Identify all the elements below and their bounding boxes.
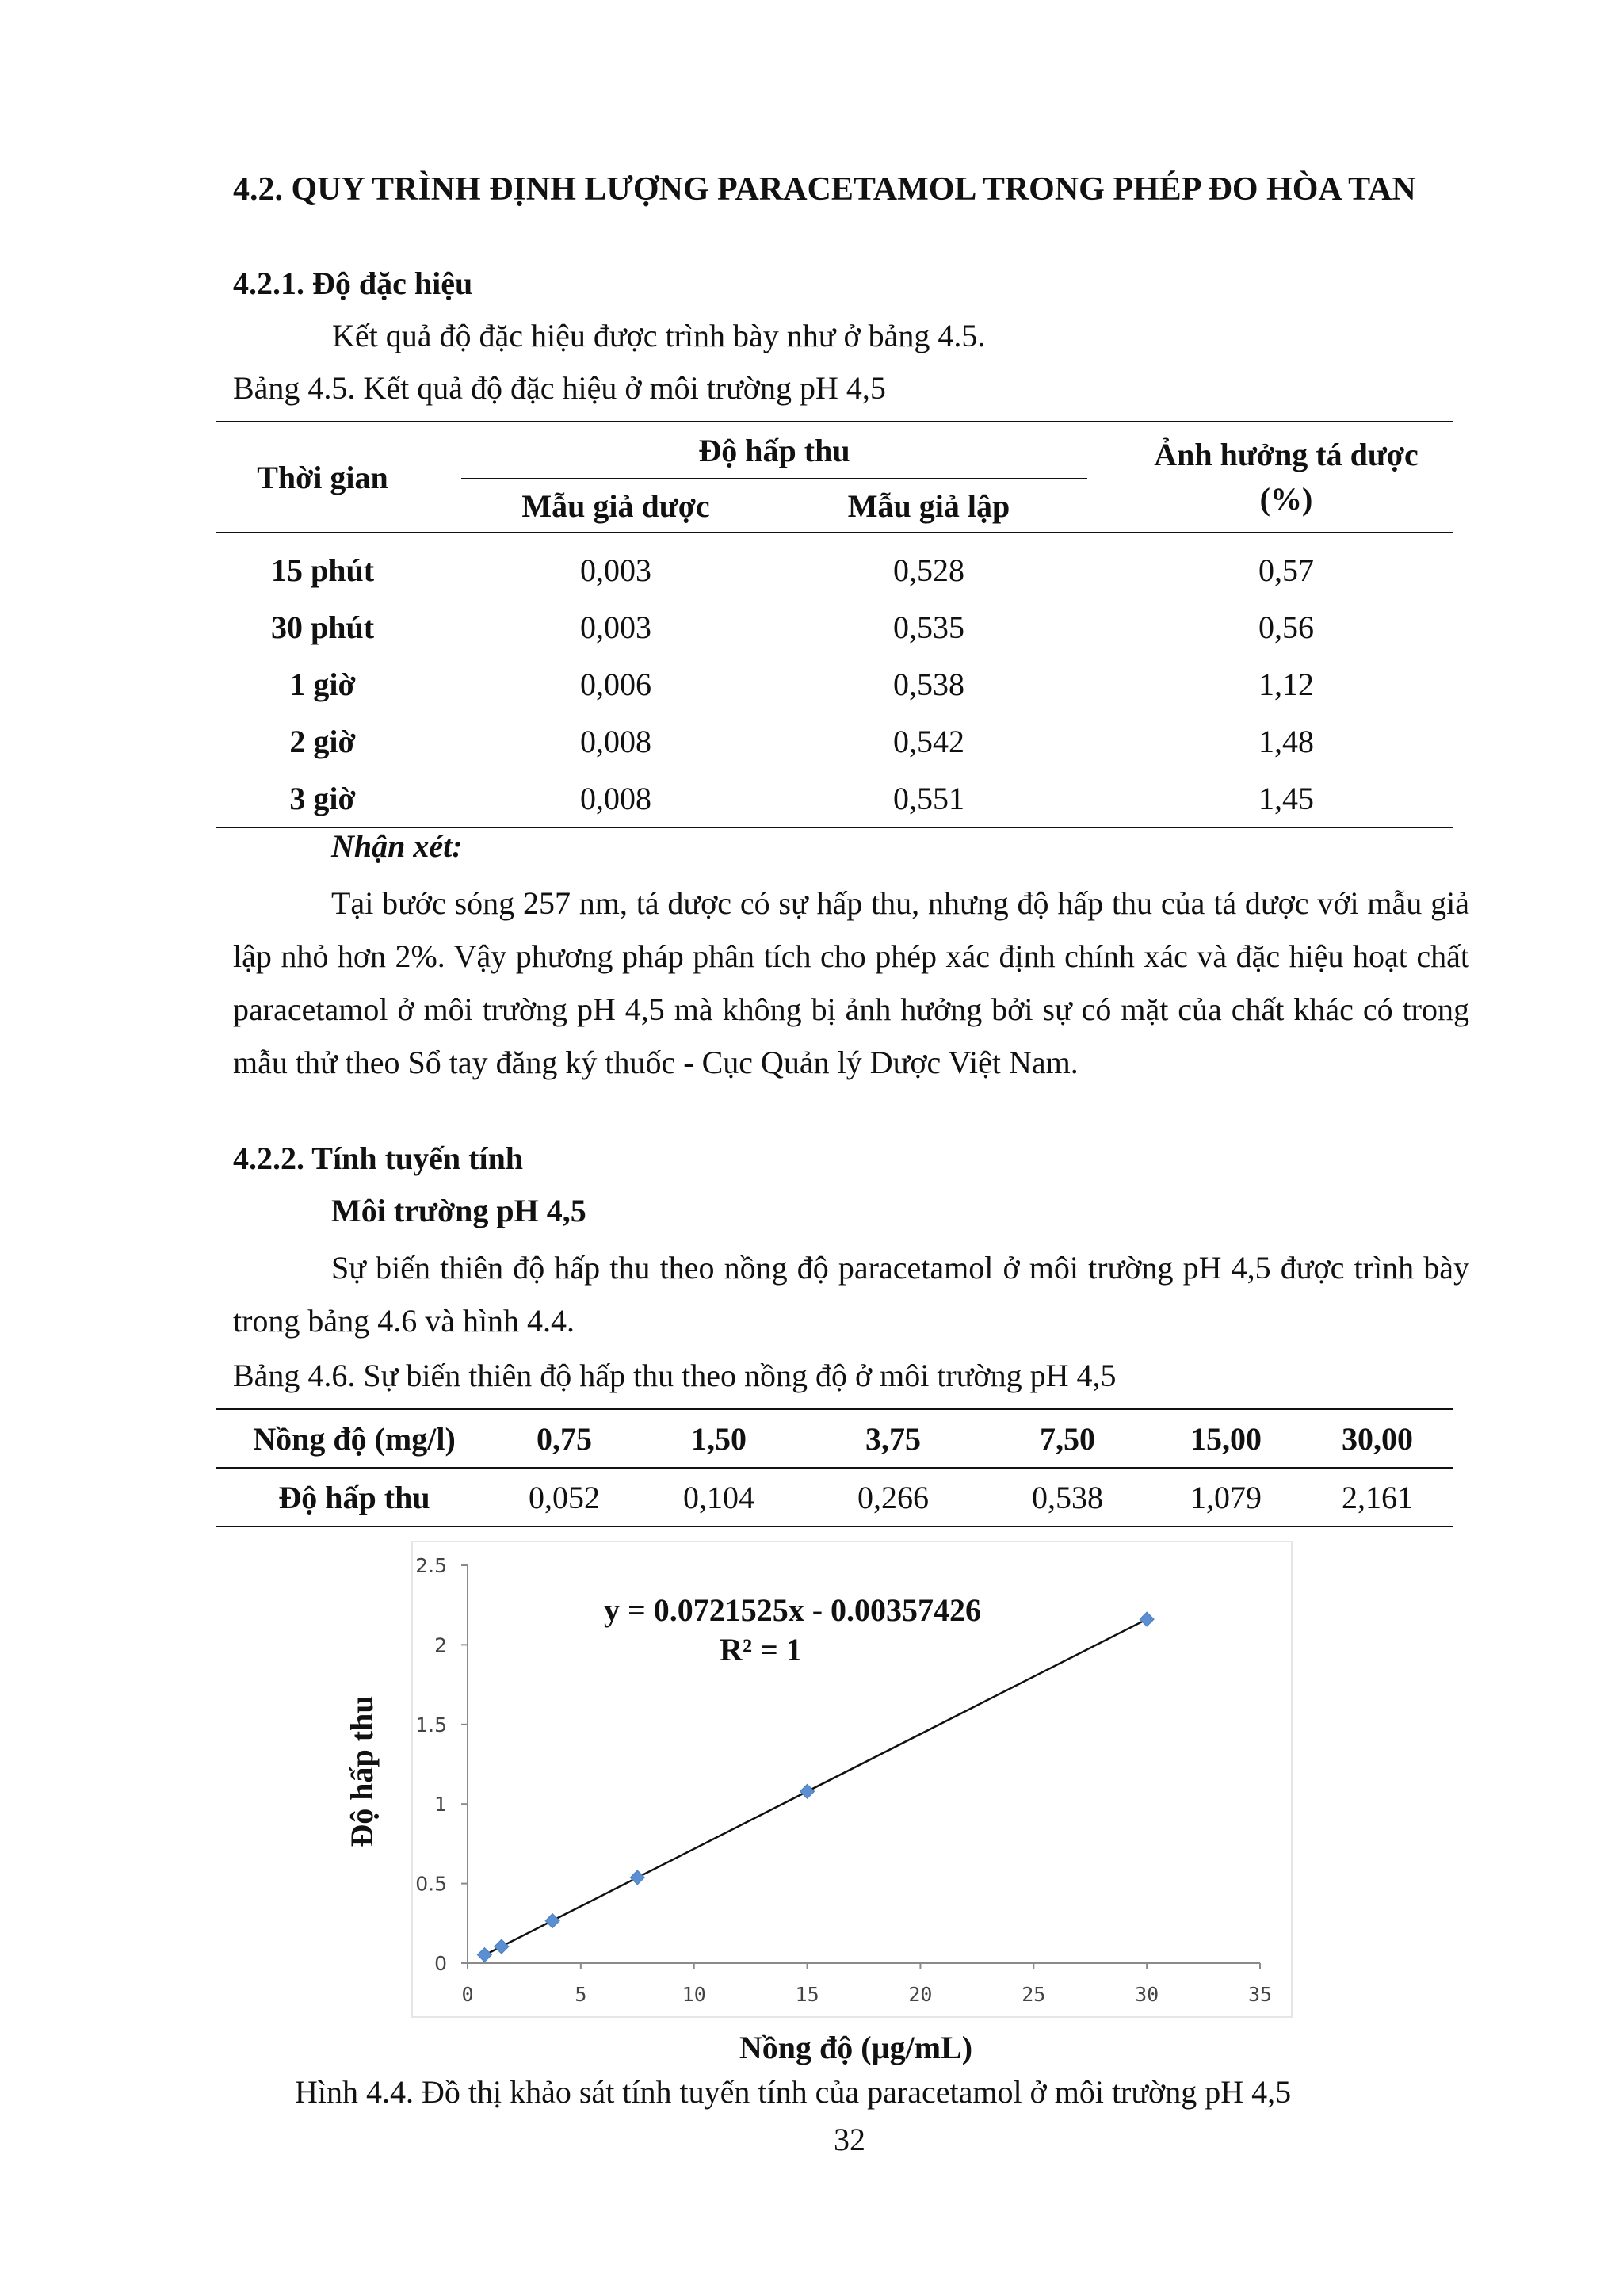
- subsection-heading-specificity: 4.2.1. Độ đặc hiệu: [233, 266, 473, 301]
- specificity-intro: Kết quả độ đặc hiệu được trình bày như ở bảng 4.5.: [332, 318, 986, 353]
- linearity-intro-text: Sự biến thiên độ hấp thu theo nồng độ paracetamol ở môi trường pH 4,5 được trình bày trong bảng 4.6 và hình 4.4.: [233, 1250, 1469, 1339]
- y-tick-label: 1.5: [415, 1713, 447, 1736]
- subsection-heading-linearity: 4.2.2. Tính tuyến tính: [233, 1140, 524, 1176]
- linearity-intro: [233, 1241, 1469, 1347]
- cell-effect: 0,57: [1258, 552, 1314, 588]
- x-tick-label: 35: [1247, 1983, 1273, 2006]
- cell-time: 2 giờ: [289, 723, 356, 759]
- cell-concentration: 3,75: [802, 1409, 984, 1468]
- subheading-ph45: Môi trường pH 4,5: [331, 1193, 586, 1228]
- table-row: [216, 655, 1453, 712]
- data-point: [1140, 1612, 1154, 1626]
- cell-simulated: 0,551: [893, 780, 964, 816]
- y-axis-label: Độ hấp thu: [344, 1695, 380, 1847]
- table-4-5-caption: Bảng 4.5. Kết quả độ đặc hiệu ở môi trường pH 4,5: [233, 370, 886, 406]
- cell-concentration: 30,00: [1301, 1409, 1453, 1468]
- cell-effect: 1,48: [1258, 723, 1314, 759]
- cell-simulated: 0,528: [893, 552, 964, 588]
- header-absorbance-group: Độ hấp thu: [461, 422, 1087, 479]
- cell-placebo: 0,008: [580, 723, 651, 759]
- x-tick-label: 0: [461, 1983, 474, 2006]
- cell-placebo: 0,006: [580, 666, 651, 702]
- cell-concentration: 7,50: [984, 1409, 1151, 1468]
- header-simulated: Mẫu giả lập: [770, 479, 1087, 533]
- data-point: [630, 1870, 644, 1885]
- table-4-6-caption: Bảng 4.6. Sự biến thiên độ hấp thu theo nồng độ ở môi trường pH 4,5: [233, 1358, 1117, 1393]
- row-label-concentration: Nồng độ (mg/l): [216, 1409, 493, 1468]
- cell-placebo: 0,008: [580, 780, 651, 816]
- header-excipient-effect: Ảnh hưởng tá dược (%): [1119, 422, 1453, 533]
- y-tick-label: 0.5: [415, 1872, 447, 1896]
- cell-absorbance: 0,052: [529, 1479, 600, 1515]
- cell-simulated: 0,542: [893, 723, 964, 759]
- data-point: [495, 1939, 509, 1954]
- cell-effect: 1,12: [1258, 666, 1314, 702]
- data-point: [545, 1914, 559, 1928]
- x-tick-label: 25: [1022, 1983, 1046, 2006]
- cell-concentration: 1,50: [636, 1409, 802, 1468]
- cell-time: 30 phút: [270, 609, 375, 645]
- header-placebo: Mẫu giả dược: [461, 479, 770, 533]
- header-time: Thời gian: [216, 422, 430, 533]
- cell-simulated: 0,535: [893, 609, 964, 645]
- cell-absorbance: 1,079: [1190, 1479, 1262, 1515]
- x-tick-label: 15: [795, 1983, 819, 2006]
- cell-placebo: 0,003: [580, 609, 651, 645]
- concentration-row: [216, 1409, 1453, 1468]
- table-row: [216, 712, 1453, 770]
- trendline: [484, 1619, 1147, 1955]
- cell-simulated: 0,538: [893, 666, 964, 702]
- cell-effect: 0,56: [1258, 609, 1314, 645]
- figure-4-4-caption: Hình 4.4. Đồ thị khảo sát tính tuyến tính của paracetamol ở môi trường pH 4,5: [295, 2074, 1292, 2110]
- page-number: 32: [834, 2122, 865, 2157]
- x-tick-label: 20: [908, 1983, 933, 2006]
- remarks-paragraph: [233, 877, 1469, 1089]
- y-tick-label: 2.5: [415, 1554, 447, 1577]
- cell-placebo: 0,003: [580, 552, 651, 588]
- x-tick-label: 30: [1135, 1983, 1159, 2006]
- cell-absorbance: 0,266: [857, 1479, 929, 1515]
- table-4-5: [216, 421, 1453, 828]
- cell-time: 3 giờ: [289, 780, 356, 816]
- y-tick-label: 1: [434, 1793, 447, 1817]
- trendline-equation: y = 0.0721525x - 0.00357426: [603, 1592, 982, 1628]
- table-row: [216, 770, 1453, 827]
- cell-absorbance: 0,104: [683, 1479, 754, 1515]
- cell-effect: 1,45: [1258, 780, 1314, 816]
- section-title: 4.2. QUY TRÌNH ĐỊNH LƯỢNG PARACETAMOL TRONG PHÉP ĐO HÒA TAN: [233, 171, 1416, 208]
- linearity-chart: [317, 1534, 1300, 2080]
- x-tick-label: 10: [682, 1983, 706, 2006]
- cell-concentration: 15,00: [1151, 1409, 1301, 1468]
- cell-absorbance: 2,161: [1342, 1479, 1413, 1515]
- cell-concentration: 0,75: [493, 1409, 636, 1468]
- y-tick-label: 0: [434, 1952, 447, 1975]
- row-label-absorbance: Độ hấp thu: [278, 1479, 430, 1515]
- data-point: [477, 1948, 491, 1962]
- data-point: [800, 1784, 815, 1798]
- remarks-text: Tại bước sóng 257 nm, tá dược có sự hấp thu, nhưng độ hấp thu của tá dược với mẫu giả lập nhỏ hơn 2%. Vậy phương pháp phân tích cho phép xác định chính xác và đặc hiệu hoạt chất paracetamol ở môi trường pH 4,5 mà không bị ảnh hưởng bởi sự có mặt của chất khác có trong mẫu thử theo Sổ tay đăng ký thuốc - Cục Quản lý Dược Việt Nam.: [233, 885, 1469, 1080]
- remarks-label: Nhận xét:: [331, 828, 463, 864]
- cell-time: 15 phút: [270, 552, 375, 588]
- x-tick-label: 5: [575, 1983, 587, 2006]
- linearity-chart-svg: [317, 1534, 1300, 2080]
- y-tick-label: 2: [434, 1633, 447, 1657]
- cell-absorbance: 0,538: [1032, 1479, 1103, 1515]
- table-row: [216, 533, 1453, 598]
- table-4-6: [216, 1408, 1453, 1527]
- absorbance-row: [216, 1468, 1453, 1526]
- cell-time: 1 giờ: [289, 666, 356, 702]
- table-row: [216, 598, 1453, 655]
- x-axis-label: Nồng độ (µg/mL): [739, 2030, 973, 2065]
- r-squared-label: R² = 1: [720, 1632, 802, 1668]
